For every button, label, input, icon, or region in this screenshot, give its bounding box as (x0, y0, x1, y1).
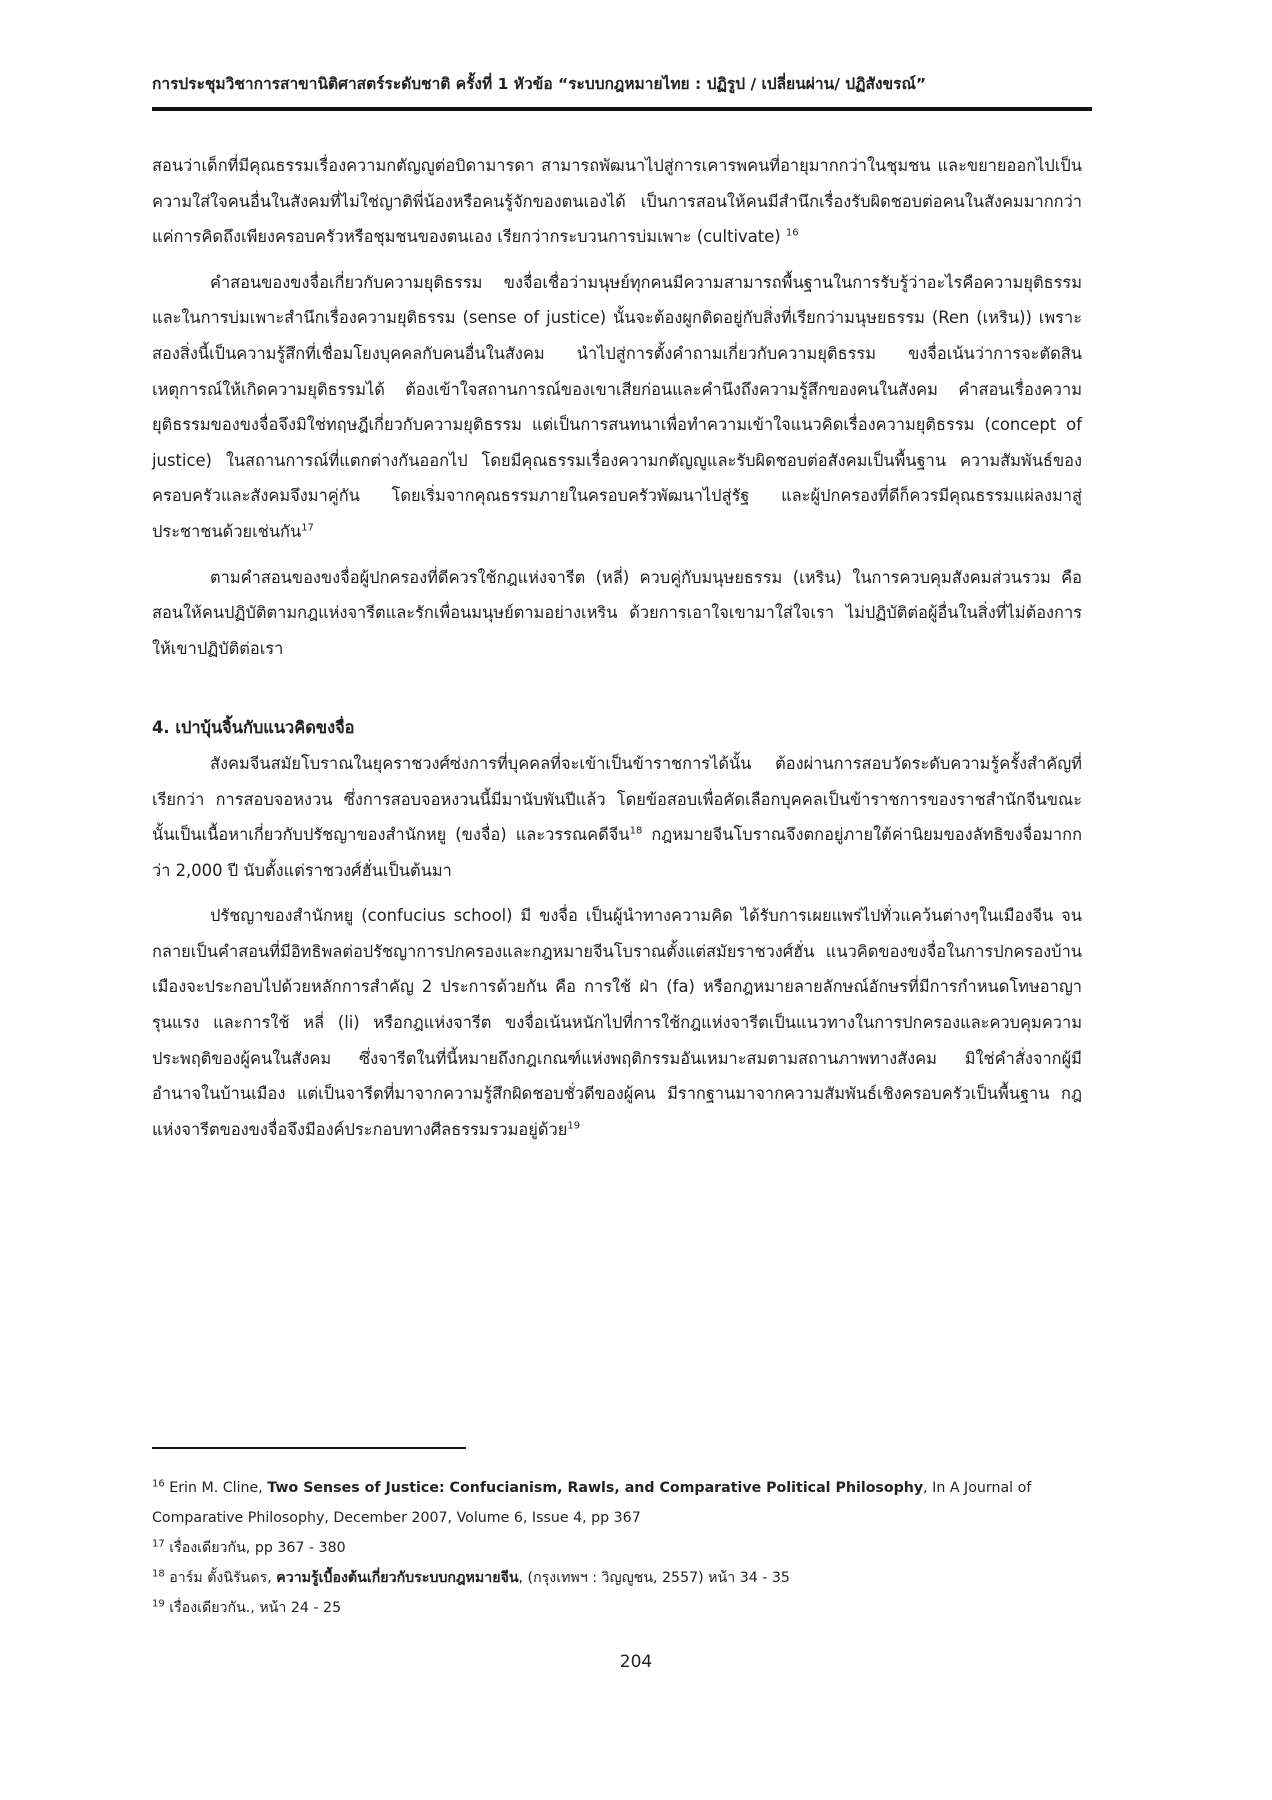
footnote-ref[interactable]: 16 (785, 227, 799, 239)
page-number: 204 (619, 1652, 653, 1672)
paragraph-text: กฎหมายจีนโบราณจึงตกอยู่ภายใต้ค่านิยมของลัทธิขงจื่อมากกว่า 2,000 ปี นับตั้งแต่ราชวงศ์ฮั่นเป็นต้นมา (152, 825, 1082, 880)
footnote-text: เรื่องเดียวกัน., หน้า 24 - 25 (164, 1600, 342, 1616)
footnote-number: 19 (152, 1598, 165, 1610)
paragraph-text: สอนว่าเด็กที่มีคุณธรรมเรื่องความกตัญญูต่อบิดามารดา สามารถพัฒนาไปสู่การเคารพคนที่อายุมากกว่าในชุมชน และขยายออกไปเป็นความใส่ใจคนอื่นในสังคมที่ไม่ใช่ญาติพี่น้องหรือคนรู้จักของตนเองได้ เป็นการสอนให้คนมีสำนึกเรื่องรับผิดชอบต่อคนในสังคมมากกว่าแค่การคิดถึงเพียงครอบครัวหรือชุมชนของตนเอง เรียกว่ากระบวนการบ่มเพาะ (cultivate) (152, 156, 1082, 247)
paragraph-3 (152, 560, 1082, 667)
footnote-number: 16 (152, 1478, 165, 1490)
header-rule (152, 107, 1092, 111)
footnote-18 (152, 1563, 1082, 1593)
paragraph-1 (152, 148, 1082, 255)
paragraph-text: คำสอนของขงจื่อเกี่ยวกับความยุติธรรม ขงจื่อเชื่อว่ามนุษย์ทุกคนมีความสามารถพื้นฐานในการรับรู้ว่าอะไรคือความยุติธรรม และในการบ่มเพาะสำนึกเรื่องความยุติธรรม (sense of justice) นั้นจะต้องผูกติดอยู่กับสิ่งที่เรียกว่ามนุษยธรรม (Ren (เหริน)) เพราะสองสิ่งนี้เป็นความรู้สึกที่เชื่อมโยงบุคคลกับคนอื่นในสังคม นำไปสู่การตั้งคำถามเกี่ยวกับความยุติธรรม ขงจื่อเน้นว่าการจะตัดสินเหตุการณ์ให้เกิดความยุติธรรมได้ ต้องเข้าใจสถานการณ์ของเขาเสียก่อนและคำนึงถึงความรู้สึกของคนในสังคม คำสอนเรื่องความยุติธรรมของขงจื่อจึงมิใช่ทฤษฎีเกี่ยวกับความยุติธรรม แต่เป็นการสนทนาเพื่อทำความเข้าใจแนวคิดเรื่องความยุติธรรม (concept of justice) ในสถานการณ์ที่แตกต่างกันออกไป โดยมีคุณธรรมเรื่องความกตัญญูและรับผิดชอบต่อสังคมเป็นพื้นฐาน ความสัมพันธ์ของครอบครัวและสังคมจึงมาคู่กัน โดยเริ่มจากคุณธรรมภายในครอบครัวพัฒนาไปสู่รัฐ และผู้ปกครองที่ดีก็ควรมีคุณธรรมแผ่ลงมาสู่ประชาชนด้วยเช่นกัน (152, 272, 1082, 541)
paragraph-5 (152, 898, 1082, 1147)
footnote-ref[interactable]: 17 (301, 522, 314, 534)
footnote-19 (152, 1593, 1082, 1623)
paragraph-text: ตามคำสอนของขงจื่อผู้ปกครองที่ดีควรใช้กฎแห่งจารีต (หลี่) ควบคู่กับมนุษยธรรม (เหริน) ในการควบคุมสังคมส่วนรวม คือสอนให้คนปฏิบัติตามกฎแห่งจารีตและรักเพื่อนมนุษย์ตามอย่างเหริน ด้วยการเอาใจเขามาใส่ใจเรา ไม่ปฏิบัติต่อผู้อื่นในสิ่งที่ไม่ต้องการให้เขาปฏิบัติต่อเรา (152, 567, 1082, 658)
footnote-ref[interactable]: 18 (629, 825, 643, 837)
footnote-text: เรื่องเดียวกัน, pp 367 - 380 (164, 1540, 346, 1556)
footnote-number: 18 (152, 1568, 165, 1580)
running-header: การประชุมวิชาการสาขานิติศาสตร์ระดับชาติ ครั้งที่ 1 หัวข้อ “ระบบกฎหมายไทย : ปฏิรูป / เปลี่ยนผ่าน/ ปฏิสังขรณ์” (152, 75, 927, 93)
footnote-text: อาร์ม ตั้งนิรันดร, (164, 1570, 277, 1586)
footnote-title: Two Senses of Justice: Confucianism, Rawls, and Comparative Political Philosophy (267, 1480, 924, 1496)
footnote-number: 17 (152, 1538, 165, 1550)
footnote-17 (152, 1533, 1082, 1563)
footnote-text: , (กรุงเทพฯ : วิญญูชน, 2557) หน้า 34 - 35 (518, 1570, 790, 1586)
footnote-text: Erin M. Cline, (164, 1480, 268, 1496)
paragraph-text: ปรัชญาของสำนักหยู (confucius school) มี ขงจื่อ เป็นผู้นำทางความคิด ได้รับการเผยแพร่ไปทั่วแคว้นต่างๆในเมืองจีน จนกลายเป็นคำสอนที่มีอิทธิพลต่อปรัชญาการปกครองและกฎหมายจีนโบราณตั้งแต่สมัยราชวงศ์ฮั่น แนวคิดของขงจื่อในการปกครองบ้านเมืองจะประกอบไปด้วยหลักการสำคัญ 2 ประการด้วยกัน คือ การใช้ ฝ่า (fa) หรือกฎหมายลายลักษณ์อักษรที่มีการกำหนดโทษอาญารุนแรง และการใช้ หลี่ (li) หรือกฎแห่งจารีต ขงจื่อเน้นหนักไปที่การใช้กฎแห่งจารีตเป็นแนวทางในการปกครองและควบคุมความประพฤติของผู้คนในสังคม ซึ่งจารีตในที่นี้หมายถึงกฎเกณฑ์แห่งพฤติกรรมอันเหมาะสมตามสถานภาพทางสังคม มิใช่คำสั่งจากผู้มีอำนาจในบ้านเมือง แต่เป็นจารีตที่มาจากความรู้สึกผิดชอบชั่วดีของผู้คน มีรากฐานมาจากความสัมพันธ์เชิงครอบครัวเป็นพื้นฐาน กฎแห่งจารีตของขงจื่อจึงมีองค์ประกอบทางศีลธรรมรวมอยู่ด้วย (152, 906, 1082, 1139)
footnotes (152, 1473, 1082, 1623)
footnote-ref[interactable]: 19 (567, 1120, 581, 1132)
footnote-separator (152, 1447, 466, 1449)
section-heading: 4. เปาบุ้นจิ้นกับแนวคิดขงจื่อ (152, 718, 355, 738)
paragraph-text: สังคมจีนสมัยโบราณในยุคราชวงศ์ซ่งการที่บุคคลที่จะเข้าเป็นข้าราชการได้นั้น ต้องผ่านการสอบวัดระดับความรู้ครั้งสำคัญที่เรียกว่า การสอบจอหงวน ซึ่งการสอบจอหงวนนี้มีมานับพันปีแล้ว โดยข้อสอบเพื่อคัดเลือกบุคคลเป็นข้าราชการของราชสำนักจีนขณะนั้นเป็นเนื้อหาเกี่ยวกับปรัชญาของสำนักหยู (ขงจื่อ) และวรรณคดีจีน (152, 753, 1082, 845)
footnote-text: , In A Journal of Comparative Philosophy, December 2007, Volume 6, Issue 4, pp 367 (152, 1480, 1032, 1526)
paragraph-4 (152, 746, 1082, 888)
body-text (152, 148, 1082, 1147)
footnote-title: ความรู้เบื้องต้นเกี่ยวกับระบบกฎหมายจีน (276, 1570, 519, 1586)
paragraph-2 (152, 265, 1082, 550)
footnote-16 (152, 1473, 1082, 1533)
